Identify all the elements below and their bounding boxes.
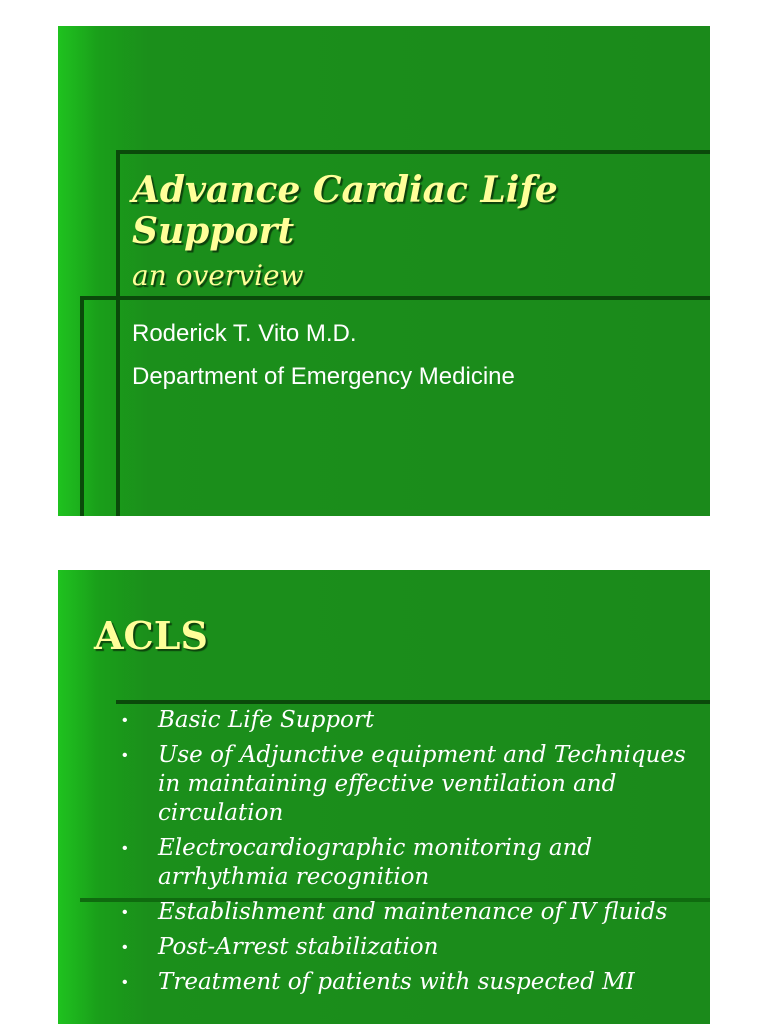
slide-2-top-divider [116,700,710,704]
slide-1-top-divider [116,150,710,154]
bullet-item [120,706,700,735]
bullet-icon: • [122,904,128,921]
bullet-text: Establishment and maintenance of IV fluids [158,899,668,925]
bullet-icon: • [122,939,128,956]
bullet-text: Basic Life Support [158,707,375,733]
bullet-icon: • [122,712,128,729]
bullet-text: Post-Arrest stabilization [158,934,439,960]
bullet-icon: • [122,974,128,991]
department-name: Department of Emergency Medicine [132,363,515,390]
bullet-item [120,741,700,828]
slide-1-body [132,312,515,398]
bullet-list [120,706,700,1003]
bullet-item [120,834,700,892]
slide-2-title: ACLS [94,613,208,658]
slide-1-middle-divider [80,296,710,300]
bullet-item [120,933,700,962]
bullet-text: Treatment of patients with suspected MI [158,969,635,995]
bullet-item [120,968,700,997]
slide-1-title-line-1: Advance Cardiac Life [132,169,558,211]
bullet-item [120,898,700,927]
slide-1-left-rule-outer [80,296,84,516]
slide-1-subtitle: an overview [132,259,304,292]
bullet-icon: • [122,840,128,857]
slide-1-left-rule-inner [116,150,120,516]
author-name: Roderick T. Vito M.D. [132,320,357,347]
slide-2 [58,570,710,1024]
bullet-text: Electrocardiographic monitoring and arrhythmia recognition [158,835,593,890]
slide-1-title-line-2: Support [132,210,295,253]
bullet-text: Use of Adjunctive equipment and Techniques in maintaining effective ventilation and circulation [158,742,686,826]
slide-1-title [132,170,558,253]
bullet-icon: • [122,747,128,764]
slide-1 [58,26,710,516]
